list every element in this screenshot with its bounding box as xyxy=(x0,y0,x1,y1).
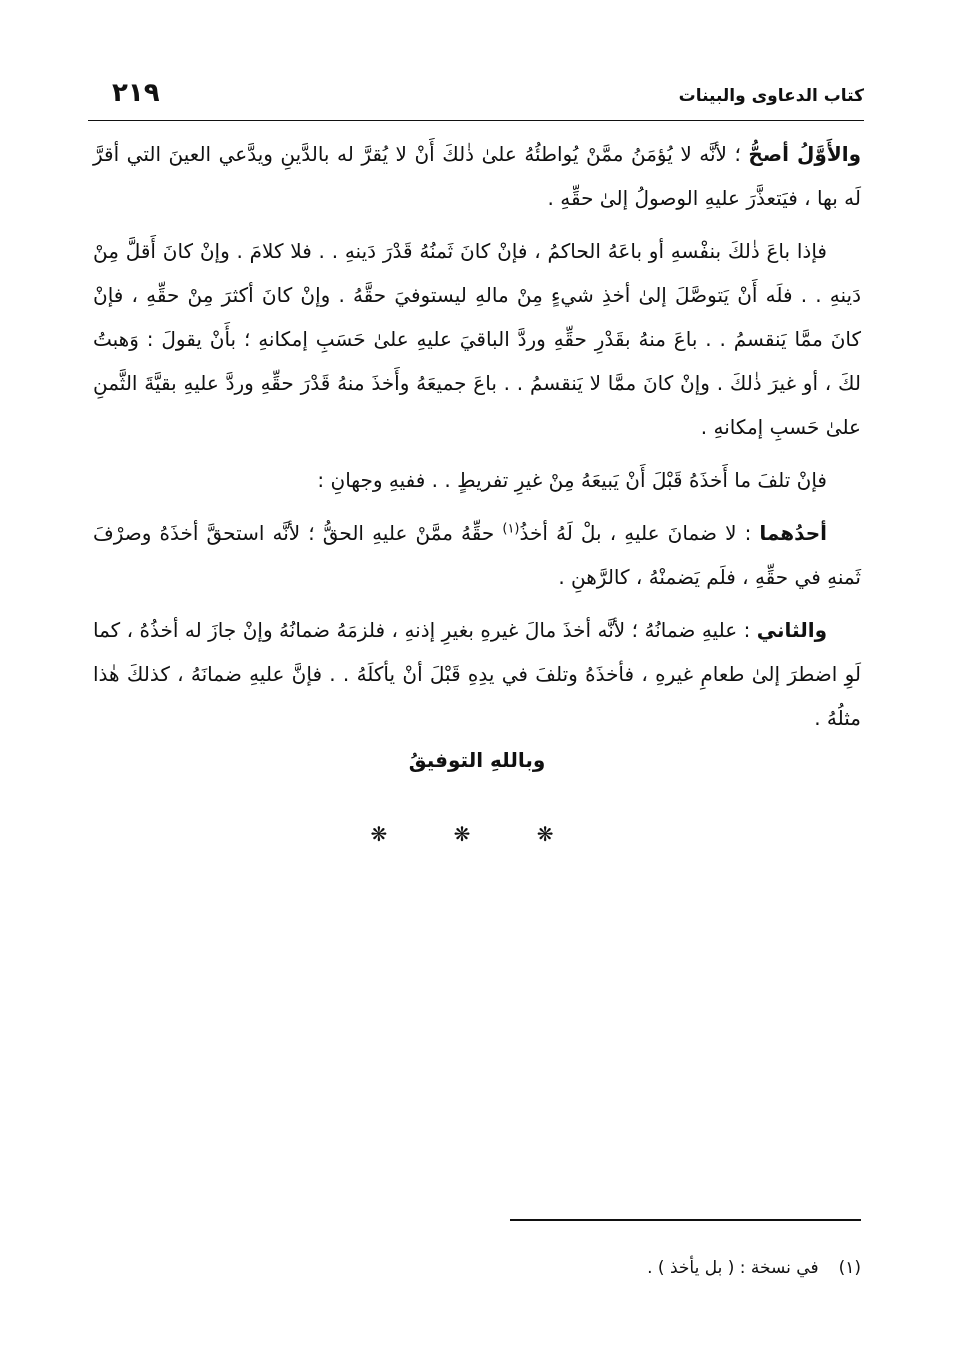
page-header xyxy=(88,78,864,118)
page-number: ٢١٩ xyxy=(112,78,160,108)
paragraph-3 xyxy=(93,458,861,502)
paragraph-1-lead: والأَوَّلُ أصحُّ xyxy=(748,142,862,166)
paragraph-4-lead: أحدُهما xyxy=(759,521,827,545)
main-text xyxy=(93,132,861,749)
paragraph-5-text: : عليهِ ضمانُهُ ؛ لأنَّه أخذَ مالَ غيرهِ بغيرِ إذنهِ ، فلزمَهُ ضمانُهُ وإنْ جازَ له أخذُهُ ، كما لَوِ اضطرَ إلىٰ طعامِ غيرهِ ، فأخذَهُ وتلفَ في يدِهِ قَبْلَ أنْ يأكلَهُ . . فإنَّ عليهِ ضمانَهُ ، كذلكَ هٰذا مثلُهُ . xyxy=(93,618,861,730)
paragraph-3-text: فإنْ تلفَ ما أَخذَهُ قَبْلَ أَنْ يَبيعَهُ مِنْ غيرِ تفريطٍ . . ففيهِ وجهانِ : xyxy=(317,468,827,492)
paragraph-2 xyxy=(93,229,861,449)
header-rule xyxy=(88,120,864,121)
paragraph-4 xyxy=(93,511,861,599)
running-title: كتاب الدعاوى والبينات xyxy=(678,86,864,106)
paragraph-5-lead: والثاني xyxy=(756,618,827,642)
footnote-reference[interactable]: (١) xyxy=(502,521,520,537)
paragraph-4-text-before: : لا ضمانَ عليهِ ، بلْ لَهُ أخذُ xyxy=(519,521,760,545)
footnote-rule xyxy=(510,1219,861,1221)
paragraph-2-text: فإذا باعَ ذٰلكَ بنفْسهِ أو باعَهُ الحاكمُ ، فإنْ كانَ ثَمنُهُ قَدْرَ دَينهِ . . فلا كلامَ . وإنْ كانَ أَقلَّ مِنْ دَينهِ . . فلَه أَنْ يَتوصَّلَ إلىٰ أخذِ شيءٍ مِنْ مالهِ ليستوفيَ حقَّهُ . وإنْ كانَ أكثرَ مِنْ حقِّهِ ، فإنْ كانَ ممَّا يَنقسمُ . . باعَ منهُ بقَدْرِ حقِّهِ وردَّ الباقيَ عليهِ علىٰ حَسَبِ إمكانهِ ؛ بأَنْ يقولَ : وَهبتُ لكَ ، أو غيرَ ذٰلكَ . وإنْ كانَ ممَّا لا يَنقسمُ . . باعَ جميعَهُ وأَخذَ منهُ قَدْرَ حقِّهِ وردَّ عليهِ بقيَّةَ الثَّمنِ علىٰ حَسبِ إمكانهِ . xyxy=(93,239,861,439)
paragraph-1-text: ؛ لأنَّه لا يُؤمَنُ ممَّنْ يُواطئُهُ علىٰ ذٰلكَ أَنْ لا يُقرَّ له بالدَّينِ ويدَّعي العينَ التي أقرَّ لَه بها ، فيَتعذَّرَ عليهِ الوصولُ إلىٰ حقِّهِ . xyxy=(93,142,861,210)
paragraph-4-text-after: حقِّهُ ممَّنْ عليهِ الحقُّ ؛ لأنَّه استحقَّ أخذَهُ وصرْفَ ثَمنهِ في حقِّهِ ، فلَم يَضمنْهُ ، كالرَّهنِ . xyxy=(93,521,861,589)
closing-formula: وباللهِ التوفيقُ xyxy=(408,748,546,772)
footnote xyxy=(93,1258,861,1278)
section-separator: ❋ ❋ ❋ xyxy=(370,822,584,846)
footnote-text: في نسخة : ( بل يأخذ ) . xyxy=(647,1258,819,1278)
paragraph-5 xyxy=(93,608,861,740)
paragraph-1 xyxy=(93,132,861,220)
footnote-number: (١) xyxy=(838,1258,861,1278)
